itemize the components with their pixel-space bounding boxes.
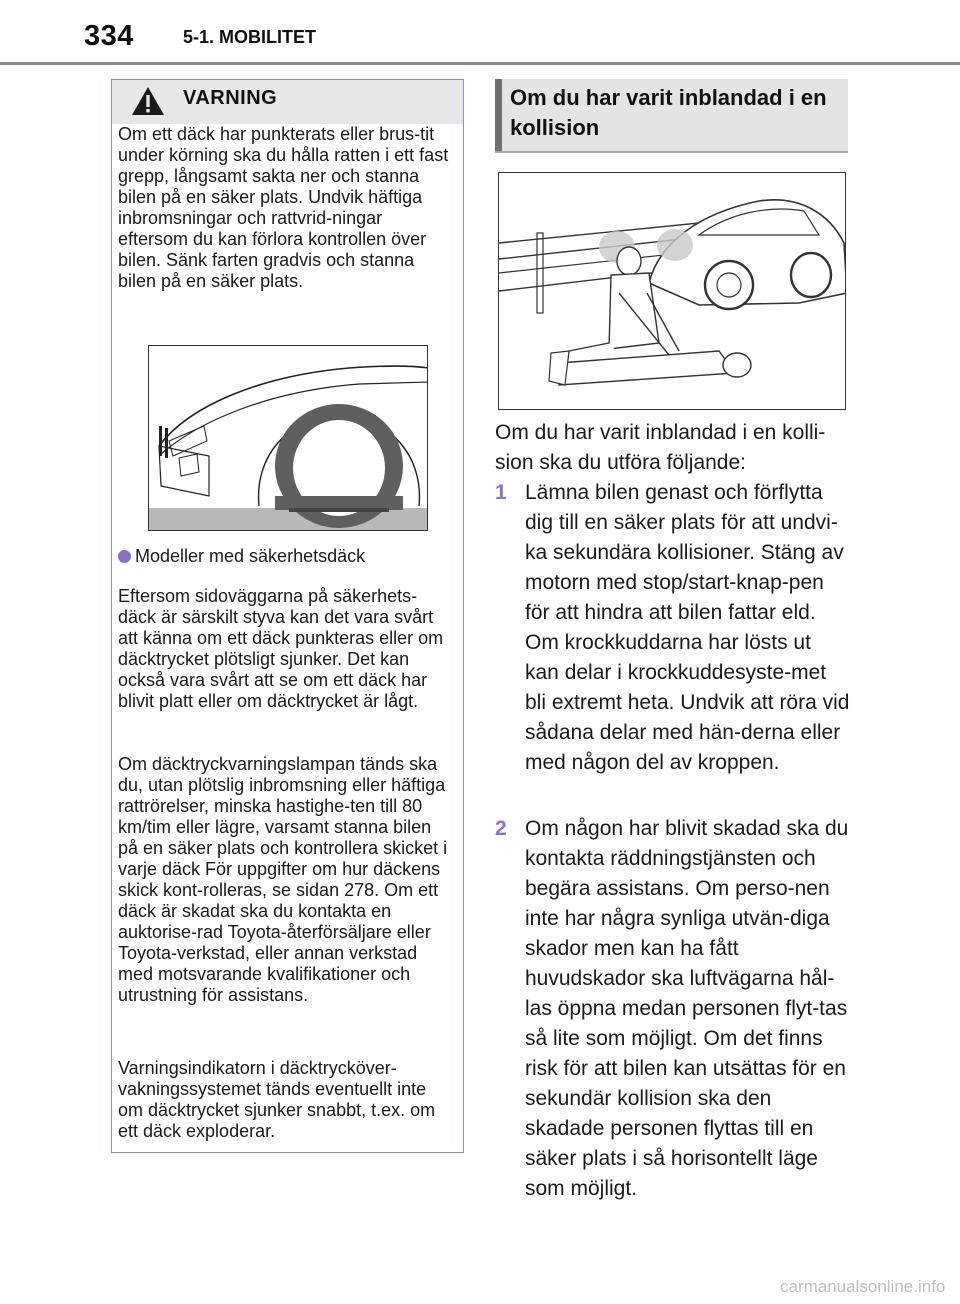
bullet-dot xyxy=(118,550,131,563)
section-title: 5-1. MOBILITET xyxy=(183,27,317,47)
collision-intro: Om du har varit inblandad i en kolli-sion ska du utföra följande: xyxy=(495,421,826,474)
watermark: carmanualsonline.info xyxy=(780,1277,946,1296)
bullet-text: Modeller med säkerhetsdäck xyxy=(135,546,366,566)
warning-paragraph-4: Varningsindikatorn i däcktrycköver-vakningssystemet tänds eventuellt inte om däcktrycket sjunker snabbt, t.ex. om ett däck exploderar. xyxy=(118,1058,436,1141)
page-number: 334 xyxy=(84,20,134,52)
bullet-item xyxy=(118,546,365,567)
warning-paragraph-1: Om ett däck har punkterats eller brus-tit under körning ska du hålla ratten i ett fast grepp, långsamt sakta ner och stanna bilen på en säker plats. Undvik häftiga inbromsningar och rattvrid-ningar eftersom du kan förlora kontrollen över bilen. Sänk farten gradvis och stanna bilen på en säker plats. xyxy=(118,124,449,291)
step-number-2: 2 xyxy=(495,817,507,840)
warning-label: VARNING xyxy=(183,87,278,109)
step-number-1: 1 xyxy=(495,481,507,504)
warning-triangle-icon xyxy=(131,86,165,116)
heading-underline xyxy=(495,151,848,153)
collision-illustration xyxy=(498,172,846,410)
runflat-tire-illustration xyxy=(148,345,428,531)
step-text-2: Om någon har blivit skadad ska du kontakta räddningstjänsten och begära assistans. Om perso-nen inte har några synliga utvän-diga skador men kan ha fått huvudskador ska luftvägarna hål-las öppna medan personen flyt-tas så lite som möjligt. Om det finns risk för att bilen kan utsättas för en sekundär kollision ska den skadade personen flyttas till en säker plats i så horisontellt läge som möjligt. xyxy=(525,817,849,1200)
warning-paragraph-3: Om däcktryckvarningslampan tänds ska du, utan plötslig inbromsning eller häftiga rattrörelser, minska hastighe-ten till 80 km/tim eller lägre, varsamt stanna bilen på en säker plats och kontrollera skicket i varje däck För uppgifter om hur däckens skick kont-rolleras, se sidan 278. Om ett däck är skadat ska du kontakta en auktorise-rad Toyota-återförsäljare eller Toyota-verkstad, eller annan verkstad med motsvarande kvalifikationer och utrustning för assistans. xyxy=(118,754,448,1005)
step-text-1: Lämna bilen genast och förflytta dig till en säker plats för att undvi-ka sekundära kollisioner. Stäng av motorn med stop/start-knap-pen för att hindra att bilen fattar eld. Om krockkuddarna har lösts ut kan delar i krockkuddesyste-met bli extremt heta. Undvik att röra vid sådana delar med hän-derna eller med någon del av kroppen. xyxy=(525,481,850,774)
collision-heading: Om du har varit inblandad i en kollision xyxy=(510,85,827,140)
header-rule xyxy=(0,62,960,65)
warning-paragraph-2: Eftersom sidoväggarna på säkerhets-däck är särskilt styva kan det vara svårt att känna om ett däck punkteras eller om däcktrycket plötsligt sjunker. Det kan också vara svårt att se om ett däck har blivit platt eller om däcktrycket är lågt. xyxy=(118,586,444,711)
